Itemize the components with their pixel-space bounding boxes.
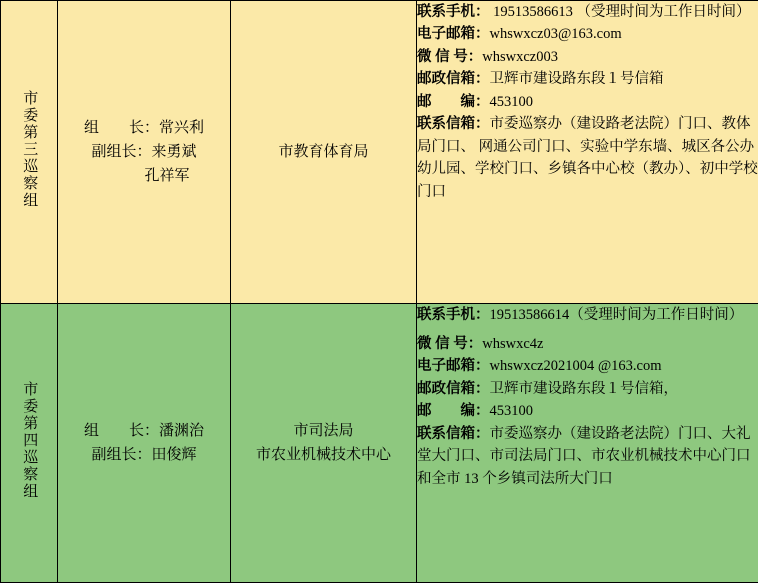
contact-value: 19513586613 （受理时间为工作日时间） xyxy=(489,4,751,20)
contact-line-mobile xyxy=(417,304,758,326)
group-name-cell xyxy=(1,1,58,304)
contact-line-wechat xyxy=(417,333,758,355)
contact-line-mobile xyxy=(417,1,758,23)
group-name-text: 市委第三巡察组 xyxy=(21,90,38,210)
contact-label: 电子邮箱： xyxy=(417,26,490,43)
contact-line-postbox xyxy=(417,378,758,400)
contact-line-wechat xyxy=(417,46,758,68)
contact-line-postcode xyxy=(417,91,758,113)
contact-value: 市委巡察办（建设路老法院）门口、大礼堂大门口、市司法局门口、市农业机械技术中心门口和全市 13 个乡镇司法所大门口 xyxy=(417,425,751,487)
contact-info-cell xyxy=(417,1,758,304)
contact-label: 联系信箱： xyxy=(417,425,490,442)
contact-value: 市委巡察办（建设路老法院）门口、教体局门口、 网通公司门口、实验中学东墙、城区各公办幼儿园、学校门口、乡镇各中心校（教办）、初中学校门口 xyxy=(417,116,758,200)
contact-label: 微 信 号： xyxy=(417,335,483,352)
contact-label: 电子邮箱： xyxy=(417,358,490,375)
contact-label: 邮政信箱： xyxy=(417,380,490,397)
table-row xyxy=(1,304,758,583)
contact-value: 19513586614（受理时间为工作日时间） xyxy=(489,307,744,324)
leader-line: 组 长：常兴利 xyxy=(83,120,204,137)
contact-value: 453100 xyxy=(489,93,533,110)
contact-label: 联系手机： xyxy=(417,4,490,20)
leader-line: 副组长：来勇斌 xyxy=(91,144,197,161)
contact-label: 微 信 号： xyxy=(417,48,483,65)
contact-label: 邮 编： xyxy=(417,93,490,110)
table-row xyxy=(1,1,758,304)
contact-label: 邮 编： xyxy=(417,403,490,420)
leader-line: 孔祥军 xyxy=(144,168,190,185)
unit-line: 市教育体育局 xyxy=(278,144,369,161)
contact-label: 联系手机： xyxy=(417,307,490,324)
contact-info-cell xyxy=(417,304,758,583)
group-name-text: 市委第四巡察组 xyxy=(21,381,38,501)
group-leaders-cell xyxy=(58,1,231,304)
contact-line-email xyxy=(417,23,758,45)
leader-line: 副组长：田俊辉 xyxy=(91,447,197,464)
group-name-cell xyxy=(1,304,58,583)
contact-line-mailboxes xyxy=(417,113,758,203)
group-leaders-cell xyxy=(58,304,231,583)
contact-line-mailboxes xyxy=(417,423,758,490)
unit-line: 市农业机械技术中心 xyxy=(255,447,391,464)
contact-line-email xyxy=(417,355,758,377)
contact-value: 卫辉市建设路东段１号信箱 xyxy=(489,71,664,88)
contact-value: 453100 xyxy=(489,403,533,420)
inspected-unit-cell xyxy=(231,1,417,304)
contact-value: 卫辉市建设路东段１号信箱， xyxy=(489,380,678,397)
contact-label: 邮政信箱： xyxy=(417,71,490,88)
contact-value: whswxcz03@163.com xyxy=(489,26,622,43)
unit-line: 市司法局 xyxy=(293,423,354,440)
contact-value: whswxc4z xyxy=(482,335,544,352)
contact-value: whswxcz2021004 @163.com xyxy=(489,358,662,375)
inspected-unit-cell xyxy=(231,304,417,583)
contact-value: whswxcz003 xyxy=(482,48,558,65)
contact-line-postbox xyxy=(417,68,758,90)
contact-line-postcode xyxy=(417,400,758,422)
contact-label: 联系信箱： xyxy=(417,116,490,133)
leader-line: 组 长：潘渊治 xyxy=(83,423,204,440)
